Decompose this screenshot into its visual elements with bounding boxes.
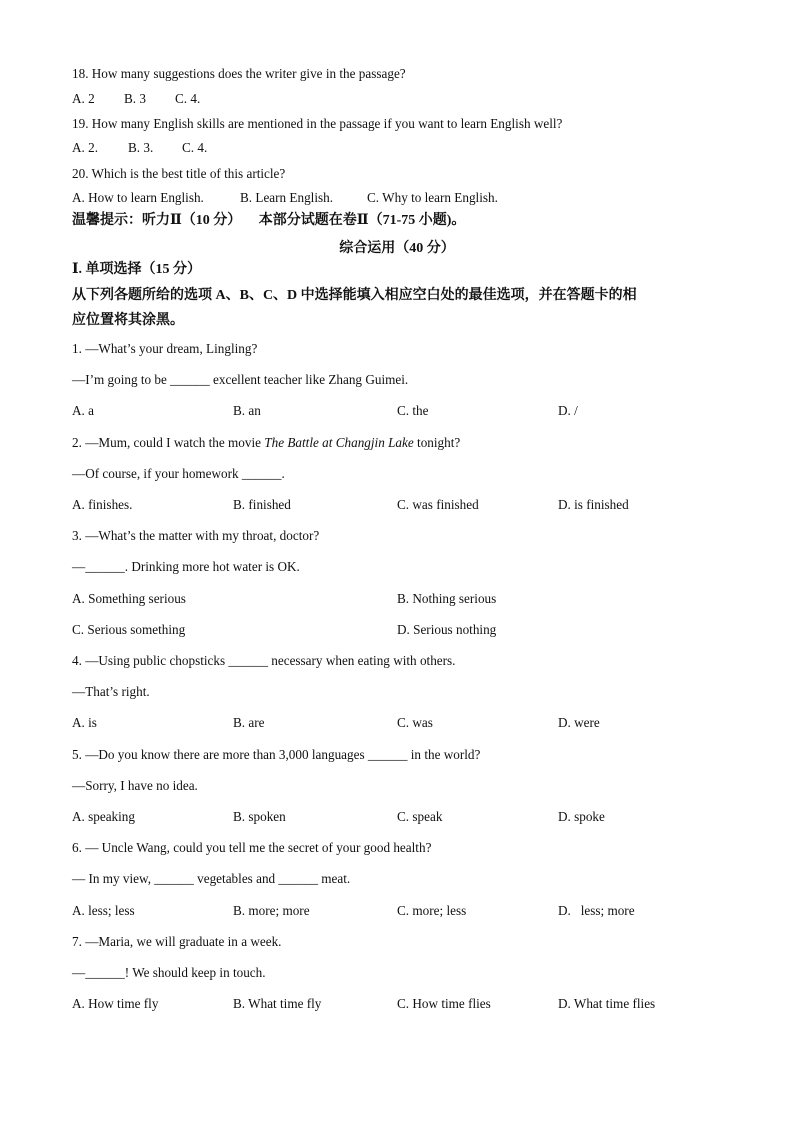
q4-line-1: 4. —Using public chopsticks ______ necessary when eating with others.: [72, 653, 456, 668]
part-title: 综合运用（40 分）: [339, 241, 455, 256]
q7-option-c: C. How time flies: [397, 996, 491, 1011]
q6-option-c: C. more; less: [397, 903, 467, 918]
q3-line-1: 3. —What’s the matter with my throat, doctor?: [72, 528, 320, 543]
q5-line-2: —Sorry, I have no idea.: [72, 778, 198, 793]
q1-option-c: C. the: [397, 403, 429, 418]
q2-option-d: D. is finished: [558, 497, 629, 512]
q5-option-a: A. speaking: [72, 809, 135, 824]
q1-option-a: A. a: [72, 403, 94, 418]
q3-option-d: D. Serious nothing: [397, 622, 497, 637]
q1-line-1: 1. —What’s your dream, Lingling?: [72, 341, 258, 356]
q18-option-b: B. 3: [124, 91, 146, 106]
q7-option-a: A. How time fly: [72, 996, 159, 1011]
question-20-stem: 20. Which is the best title of this article?: [72, 166, 286, 181]
q3-option-a: A. Something serious: [72, 591, 186, 606]
q7-option-d: D. What time flies: [558, 996, 656, 1011]
q7-option-b: B. What time fly: [233, 996, 322, 1011]
q5-line-1: 5. —Do you know there are more than 3,000 languages ______ in the world?: [72, 747, 481, 762]
q20-option-b: B. Learn English.: [240, 190, 334, 205]
question-19-stem: 19. How many English skills are mentioned in the passage if you want to learn English well?: [72, 116, 563, 131]
instructions-line-1: 从下列各题所给的选项 A、B、C、D 中选择能填入相应空白处的最佳选项，并在答题卡的相: [72, 288, 637, 303]
q20-option-a: A. How to learn English.: [72, 190, 204, 205]
q1-option-d: D. /: [558, 403, 578, 418]
q2-option-b: B. finished: [233, 497, 291, 512]
q18-option-a: A. 2: [72, 91, 95, 106]
q4-option-b: B. are: [233, 715, 265, 730]
q7-line-2: —______! We should keep in touch.: [72, 965, 266, 980]
q4-option-c: C. was: [397, 715, 433, 730]
q4-line-2: —That’s right.: [72, 684, 150, 699]
q7-line-1: 7. —Maria, we will graduate in a week.: [72, 934, 282, 949]
q4-option-d: D. were: [558, 715, 600, 730]
q6-option-a: A. less; less: [72, 903, 135, 918]
q1-option-b: B. an: [233, 403, 261, 418]
question-18-stem: 18. How many suggestions does the writer give in the passage?: [72, 66, 406, 81]
q2-line-1-pre: 2. —Mum, could I watch the movie: [72, 435, 265, 450]
listening-tip: 温馨提示：听力Ⅱ（10 分） 本部分试题在卷Ⅱ（71-75 小题)。: [72, 213, 466, 228]
q5-option-d: D. spoke: [558, 809, 605, 824]
q3-option-c: C. Serious something: [72, 622, 186, 637]
q1-line-2: —I’m going to be ______ excellent teacher like Zhang Guimei.: [72, 372, 409, 387]
movie-title: The Battle at Changjin Lake: [264, 435, 414, 450]
q3-option-b: B. Nothing serious: [397, 591, 497, 606]
q2-line-1-post: tonight?: [413, 435, 461, 450]
q5-option-c: C. speak: [397, 809, 443, 824]
q19-option-a: A. 2.: [72, 140, 99, 155]
instructions-line-2: 应位置将其涂黑。: [72, 313, 184, 328]
q6-option-d: D. less; more: [558, 903, 635, 918]
q2-line-2: —Of course, if your homework ______.: [72, 466, 285, 481]
q4-option-a: A. is: [72, 715, 97, 730]
q2-line-1: [72, 435, 460, 451]
section-title: Ⅰ. 单项选择（15 分）: [72, 262, 202, 277]
q2-option-a: A. finishes.: [72, 497, 133, 512]
q2-option-c: C. was finished: [397, 497, 479, 512]
q19-option-b: B. 3.: [128, 140, 154, 155]
q6-line-1: 6. — Uncle Wang, could you tell me the secret of your good health?: [72, 840, 432, 855]
q20-option-c: C. Why to learn English.: [367, 190, 498, 205]
q6-option-b: B. more; more: [233, 903, 310, 918]
q3-line-2: —______. Drinking more hot water is OK.: [72, 559, 300, 574]
q6-line-2: — In my view, ______ vegetables and ______ meat.: [72, 871, 351, 886]
q5-option-b: B. spoken: [233, 809, 286, 824]
q19-option-c: C. 4.: [182, 140, 208, 155]
q18-option-c: C. 4.: [175, 91, 201, 106]
